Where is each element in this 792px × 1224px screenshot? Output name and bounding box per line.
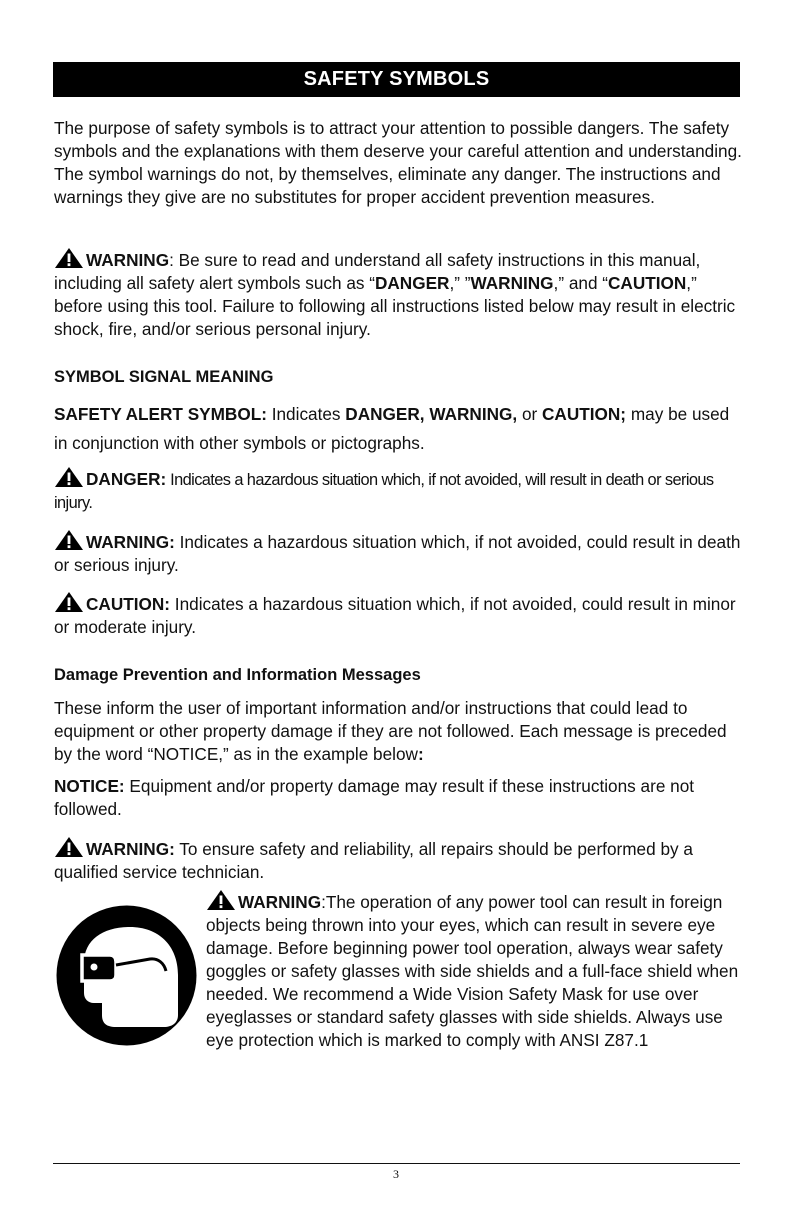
notice-example: NOTICE: Equipment and/or property damage may result if these instructions are not followed.: [54, 776, 695, 819]
warning-read-instructions: WARNING: Be sure to read and understand all safety instructions in this manual, including all safety alert symbols such as “DANGER,” ”WARNING,” and “CAUTION,” before using this tool. Failure to following all instructions listed below may result in electric shock, fire, and/or serious personal injury.: [54, 247, 744, 341]
safety-alert-definition: SAFETY ALERT SYMBOL: Indicates DANGER, WARNING, or CAUTION; may be used in conjunction with other symbols or pictographs.: [54, 404, 730, 453]
damage-prevention-heading: Damage Prevention and Information Messages: [54, 666, 421, 684]
warning-label: WARNING: [86, 250, 170, 270]
warning-triangle-icon: [206, 889, 236, 911]
damage-prevention-text: These inform the user of important information and/or instructions that could lead to equipment or other property damage if they are not followed. Each message is preceded by the word “NOTICE,” as in the example below:: [54, 698, 727, 764]
section-title: SAFETY SYMBOLS: [303, 68, 490, 90]
intro-paragraph: The purpose of safety symbols is to attract your attention to possible dangers. The safety symbols and the explanations with them deserve your careful attention and understanding. The symbol warnings do not, by themselves, eliminate any danger. The instructions and warnings they give are no substitutes for proper accident prevention measures.: [54, 118, 742, 207]
warning-label: WARNING:: [86, 839, 175, 859]
section-title-bar: [53, 62, 740, 97]
warning-label: WARNING:: [86, 532, 175, 552]
danger-label: DANGER:: [86, 469, 167, 489]
notice-label: NOTICE:: [54, 776, 125, 796]
warning-triangle-icon: [54, 836, 84, 858]
warning-triangle-icon: [54, 466, 84, 488]
footer-rule: [53, 1163, 740, 1164]
warning-label: WARNING: [238, 892, 322, 912]
warning-triangle-icon: [54, 247, 84, 269]
danger-definition: DANGER: Indicates a hazardous situation which, if not avoided, will result in death or serious injury.: [54, 466, 744, 515]
warning-triangle-icon: [54, 529, 84, 551]
warning-definition: WARNING: Indicates a hazardous situation which, if not avoided, could result in death or serious injury.: [54, 529, 744, 577]
symbol-signal-heading: SYMBOL SIGNAL MEANING: [54, 368, 274, 386]
warning-eye-protection: WARNING:The operation of any power tool can result in foreign objects being thrown into your eyes, which can result in severe eye damage. Before beginning power tool operation, always wear safety goggles or safety glasses with side shields and a full-face shield when needed. We recommend a Wide Vision Safety Mask for use over eyeglasses or standard safety glasses with side shields. Always use eye protection which is marked to comply with ANSI Z87.1: [206, 889, 746, 1052]
warning-qualified-service: WARNING: To ensure safety and reliability, all repairs should be performed by a qualified service technician.: [54, 836, 744, 884]
caution-label: CAUTION:: [86, 594, 171, 614]
eye-protection-icon: [54, 903, 199, 1048]
safety-alert-label: SAFETY ALERT SYMBOL:: [54, 404, 267, 424]
warning-triangle-icon: [54, 591, 84, 613]
caution-definition: CAUTION: Indicates a hazardous situation which, if not avoided, could result in minor or moderate injury.: [54, 591, 744, 639]
page-number: 3: [393, 1167, 399, 1181]
